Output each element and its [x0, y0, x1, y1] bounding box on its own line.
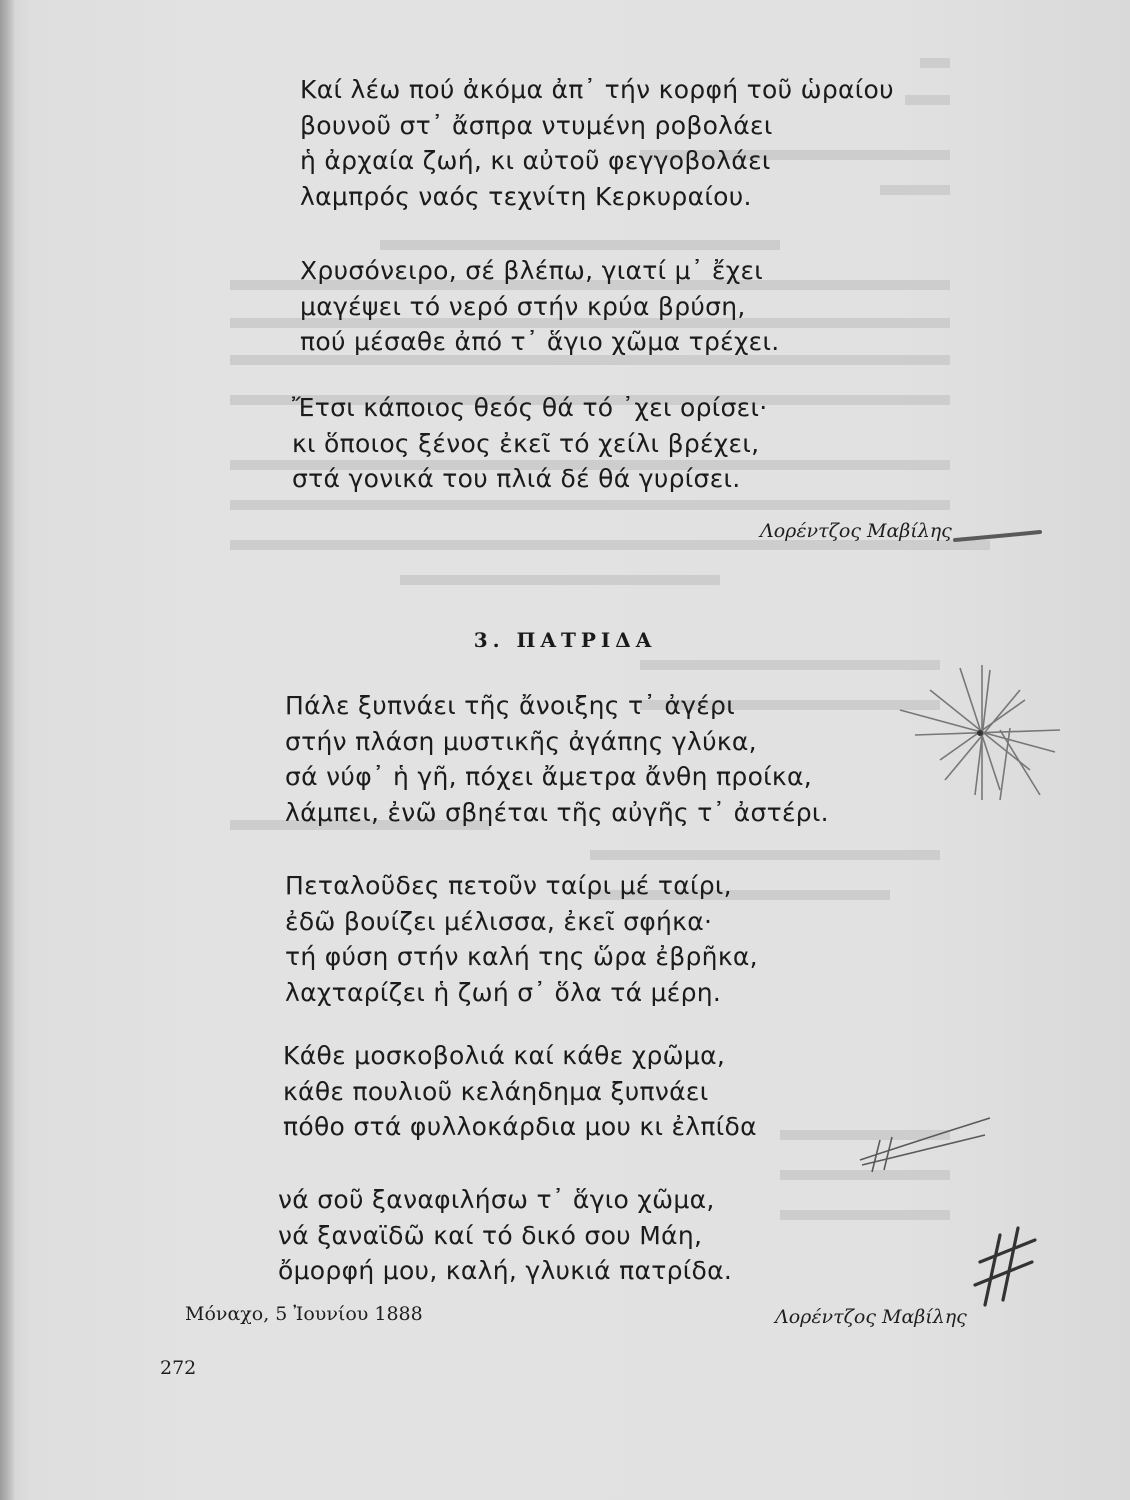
- poem-line: λάμπει, ἐνῶ σβηέται τῆς αὐγῆς τ᾽ ἀστέρι.: [285, 797, 829, 827]
- margin-mark-hash: #: [990, 1270, 991, 1271]
- page-number: 272: [160, 1357, 197, 1379]
- poem-line: ἐδῶ βουίζει μέλισσα, ἐκεῖ σφήκα·: [285, 906, 713, 936]
- poem-line: λαμπρός ναός τεχνίτη Κερκυραίου.: [300, 181, 752, 211]
- poem-line: στά γονικά του πλιά δέ θά γυρίσει.: [292, 464, 741, 493]
- margin-mark-roman: II: [872, 1168, 873, 1169]
- poem-1-signature: Λορέντζος Μαβίλης: [760, 520, 952, 542]
- poem-line: κάθε πουλιοῦ κελάηδημα ξυπνάει: [283, 1076, 709, 1106]
- poem-line: πού μέσαθε ἀπό τ᾽ ἅγιο χῶμα τρέχει.: [300, 327, 780, 356]
- poem-line: κι ὅποιος ξένος ἐκεῖ τό χείλι βρέχει,: [292, 428, 760, 458]
- poem-line: Πεταλοῦδες πετοῦν ταίρι μέ ταίρι,: [285, 871, 732, 900]
- poem-line: Πάλε ξυπνάει τῆς ἄνοιξης τ᾽ ἀγέρι: [285, 691, 735, 720]
- poem-line: νά ξαναϊδῶ καί τό δικό σου Μάη,: [278, 1220, 703, 1250]
- poem-line: Ἔτσι κάποιος θεός θά τό ᾽χει ορίσει·: [292, 393, 768, 422]
- poem-line: στήν πλάση μυστικῆς ἀγάπης γλύκα,: [285, 726, 757, 756]
- poem-line: Καί λέω πού ἀκόμα ἀπ᾽ τήν κορφή τοῦ ὡραίου: [300, 75, 894, 104]
- poem-line: πόθο στά φυλλοκάρδια μου κι ἐλπίδα: [283, 1112, 757, 1141]
- poem-2-heading: 3. ΠΑΤΡΙΔΑ: [473, 628, 657, 652]
- poem-line: μαγέψει τό νερό στήν κρύα βρύση,: [300, 291, 746, 321]
- pencil-roman-two-mark: [860, 1118, 990, 1172]
- pencil-hash-mark: [975, 1228, 1035, 1305]
- poem-line: τή φύση στήν καλή της ὥρα ἐβρῆκα,: [285, 942, 758, 971]
- poem-line: Χρυσόνειρο, σέ βλέπω, γιατί μ᾽ ἔχει: [300, 256, 764, 285]
- poem-line: λαχταρίζει ἡ ζωή σ᾽ ὅλα τά μέρη.: [285, 977, 722, 1007]
- poem-2-dateline: Μόναχο, 5 Ἰουνίου 1888: [185, 1303, 423, 1325]
- poem-line: Κάθε μοσκοβολιά καί κάθε χρῶμα,: [283, 1041, 726, 1070]
- poem-line: νά σοῦ ξαναφιλήσω τ᾽ ἅγιο χῶμα,: [278, 1185, 715, 1214]
- poem-line: σά νύφ᾽ ἡ γῆ, πόχει ἄμετρα ἄνθη προίκα,: [285, 762, 812, 791]
- poem-line: ὄμορφή μου, καλή, γλυκιά πατρίδα.: [278, 1256, 733, 1285]
- poem-2-signature: Λορέντζος Μαβίλης: [775, 1306, 967, 1328]
- poem-line: ἡ ἀρχαία ζωή, κι αὐτοῦ φεγγοβολάει: [300, 146, 771, 175]
- pencil-underline-mark: [955, 532, 1040, 540]
- poem-line: βουνοῦ στ᾽ ἄσπρα ντυμένη ροβολάει: [300, 110, 773, 140]
